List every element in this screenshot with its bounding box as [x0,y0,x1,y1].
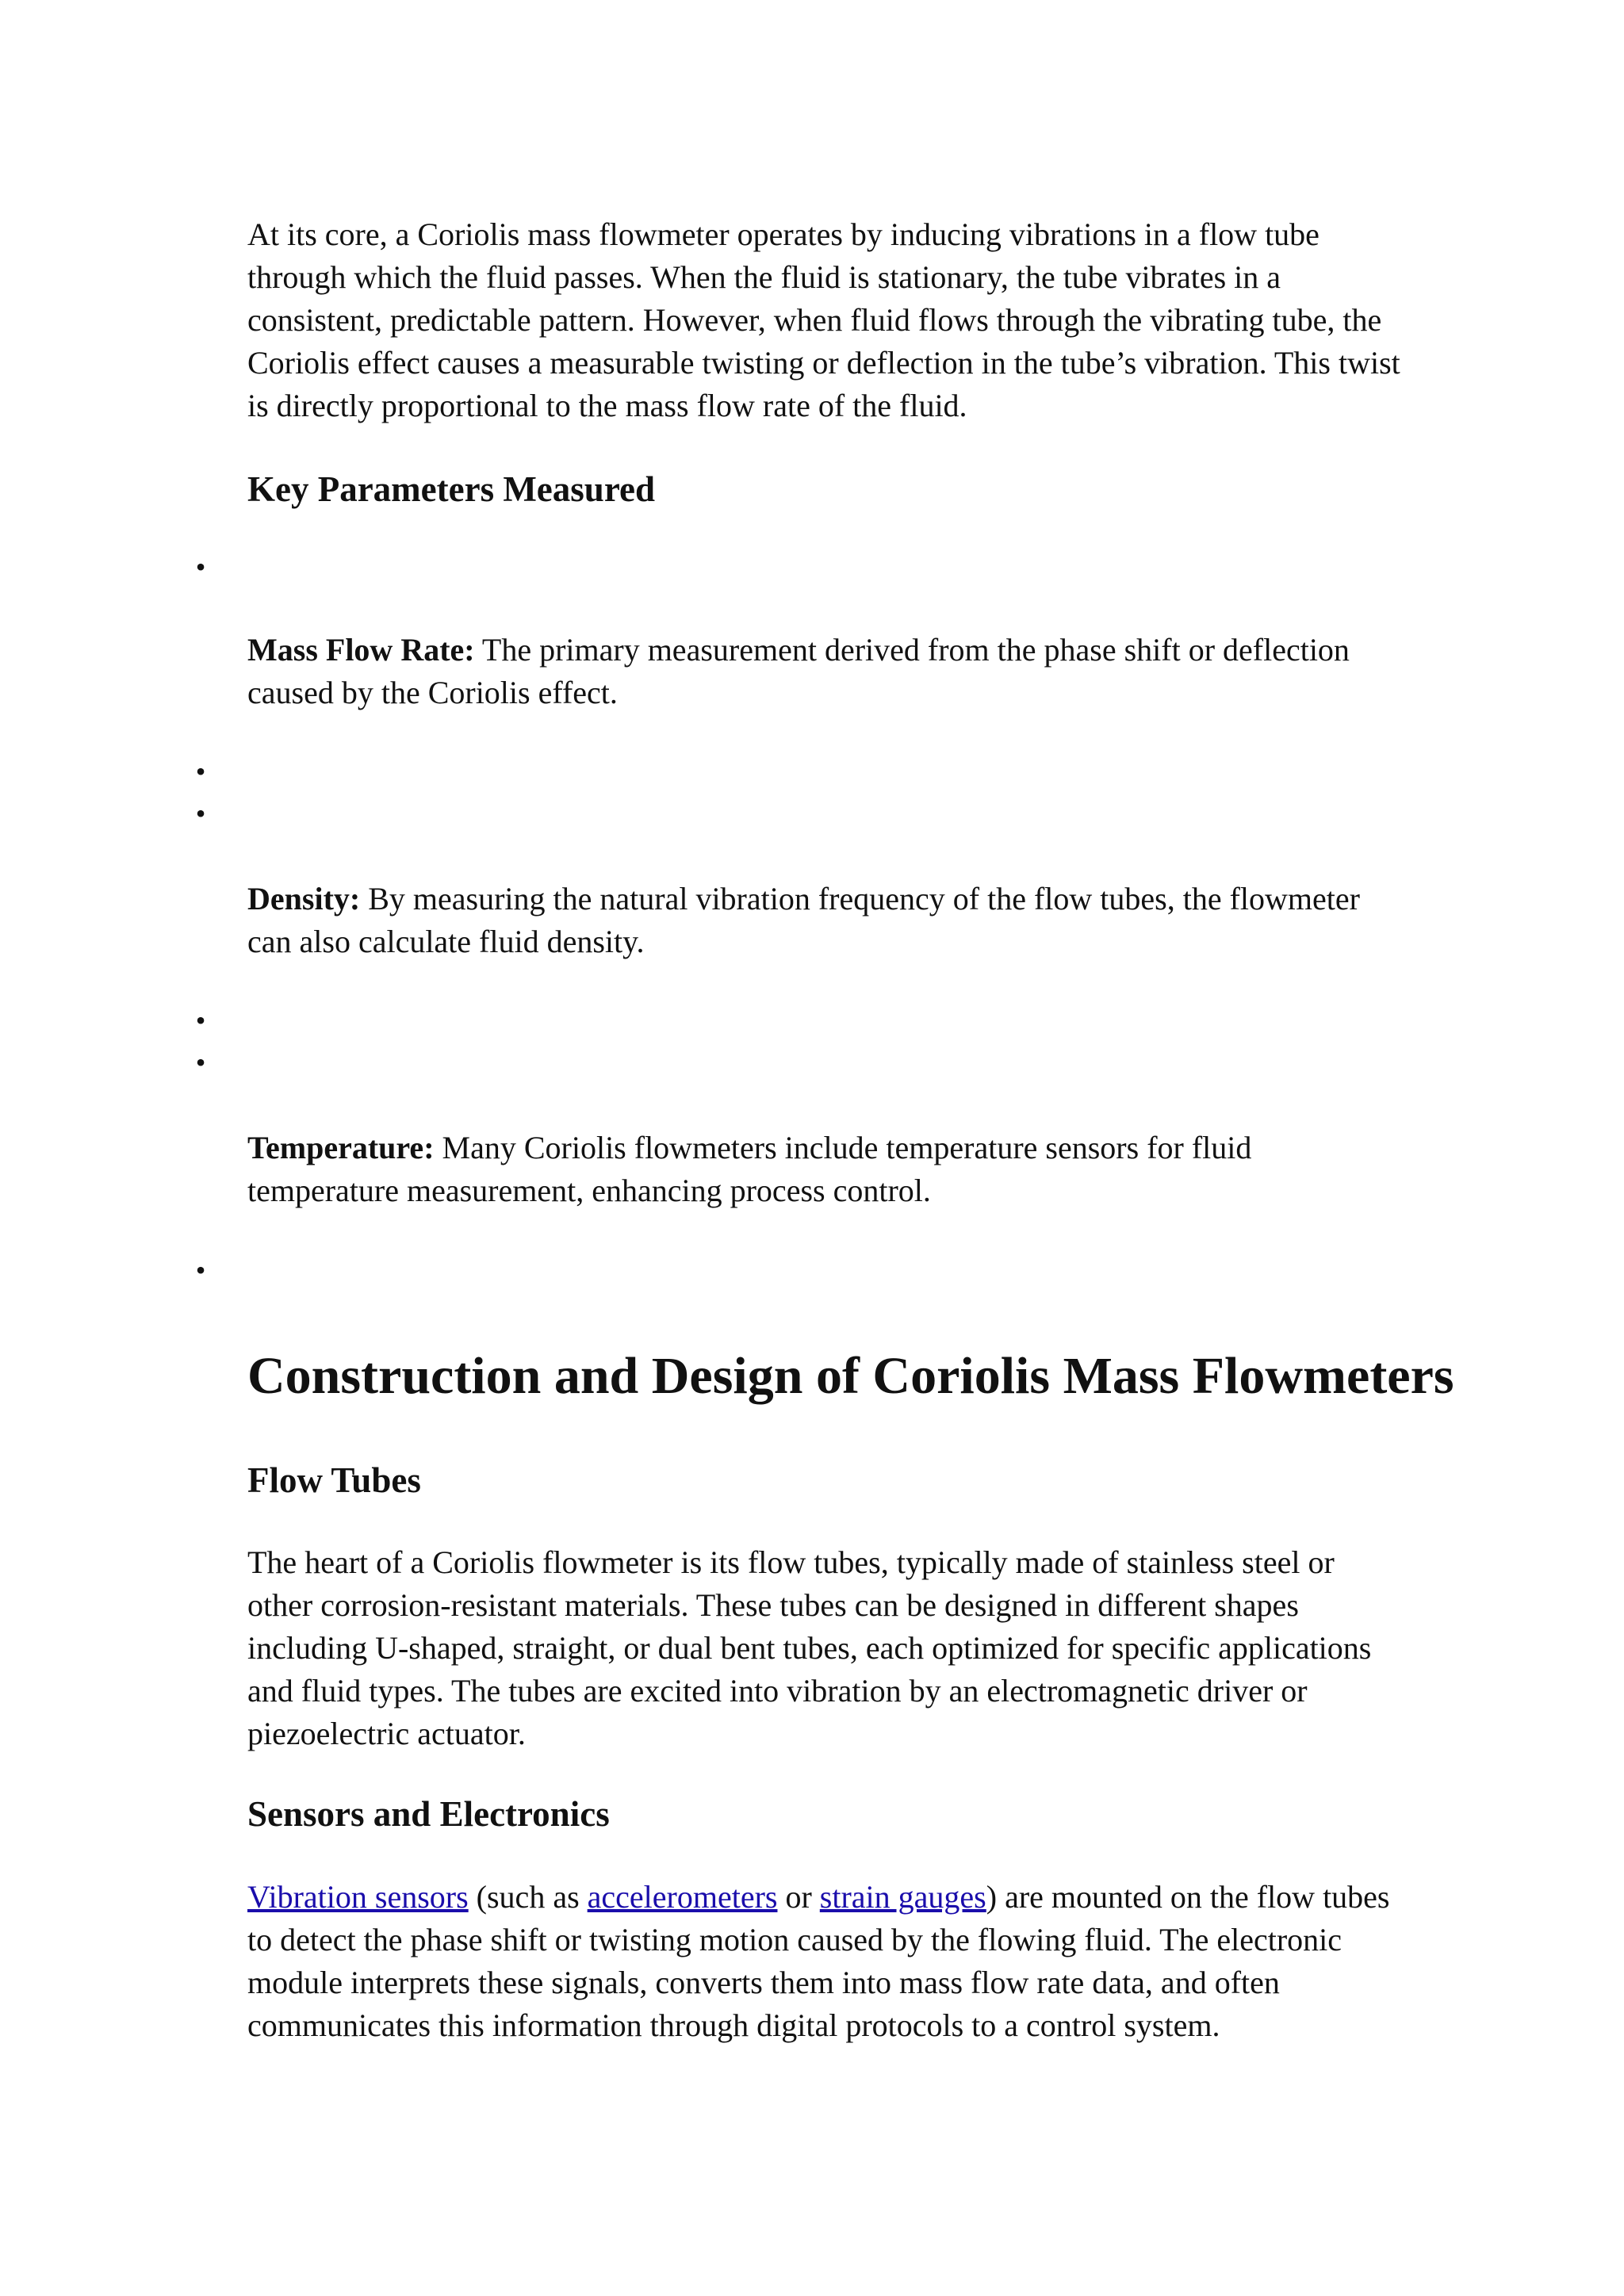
list-item-text: The primary measurement derived from the phase shift or deflection caused by the Coriolis effect. [247,632,1350,710]
list-item-text: Many Coriolis flowmeters include temperature sensors for fluid temperature measurement, enhancing process control. [247,1130,1252,1208]
list-item-temperature [247,1127,1405,1212]
list-bullet: • [195,1004,206,1036]
flow-tubes-heading: Flow Tubes [247,1460,421,1500]
list-bullet: • [195,1047,206,1078]
sensors-text: (such as [468,1879,588,1915]
accelerometers-link[interactable]: accelerometers [587,1879,778,1915]
list-bullet: • [195,1254,206,1286]
sensors-text: ) are mounted on the flow tubes to detect the phase shift or twisting motion caused by the flowing fluid. The electronic module interprets these signals, converts them into mass flow rate data, and often communicates this information through digital protocols to a control system. [247,1879,1390,2043]
list-bullet: • [195,798,206,829]
list-item-term: Mass Flow Rate: [247,632,475,668]
flow-tubes-paragraph: The heart of a Coriolis flowmeter is its flow tubes, typically made of stainless steel or other corrosion-resistant materials. These tubes can be designed in different shapes including U-shaped, straight, or dual bent tubes, each optimized for specific applications and fluid types. The tubes are excited into vibration by an electromagnetic driver or piezoelectric actuator. [247,1544,1372,1751]
strain-gauges-link[interactable]: strain gauges [819,1879,986,1915]
intro-paragraph: At its core, a Coriolis mass flowmeter operates by inducing vibrations in a flow tube through which the fluid passes. When the fluid is stationary, the tube vibrates in a consistent, predictable pattern. However, when fluid flows through the vibrating tube, the Coriolis effect causes a measurable twisting or deflection in the tube’s vibration. This twist is directly proportional to the mass flow rate of the fluid. [247,216,1400,423]
list-item-text: By measuring the natural vibration frequency of the flow tubes, the flowmeter can also calculate fluid density. [247,881,1360,959]
list-item-term: Temperature: [247,1130,435,1165]
sensors-text: or [777,1879,820,1915]
list-bullet: • [195,551,206,583]
list-bullet: • [195,756,206,787]
vibration-sensors-link[interactable]: Vibration sensors [247,1879,469,1915]
list-item-term: Density: [247,881,361,916]
key-parameters-heading: Key Parameters Measured [247,469,655,509]
list-item-density [247,878,1405,963]
list-item-mass-flow-rate [247,629,1405,714]
sensors-heading: Sensors and Electronics [247,1794,610,1834]
sensors-paragraph [247,1876,1405,2047]
construction-heading: Construction and Design of Coriolis Mass Flowmeters [247,1347,1454,1405]
